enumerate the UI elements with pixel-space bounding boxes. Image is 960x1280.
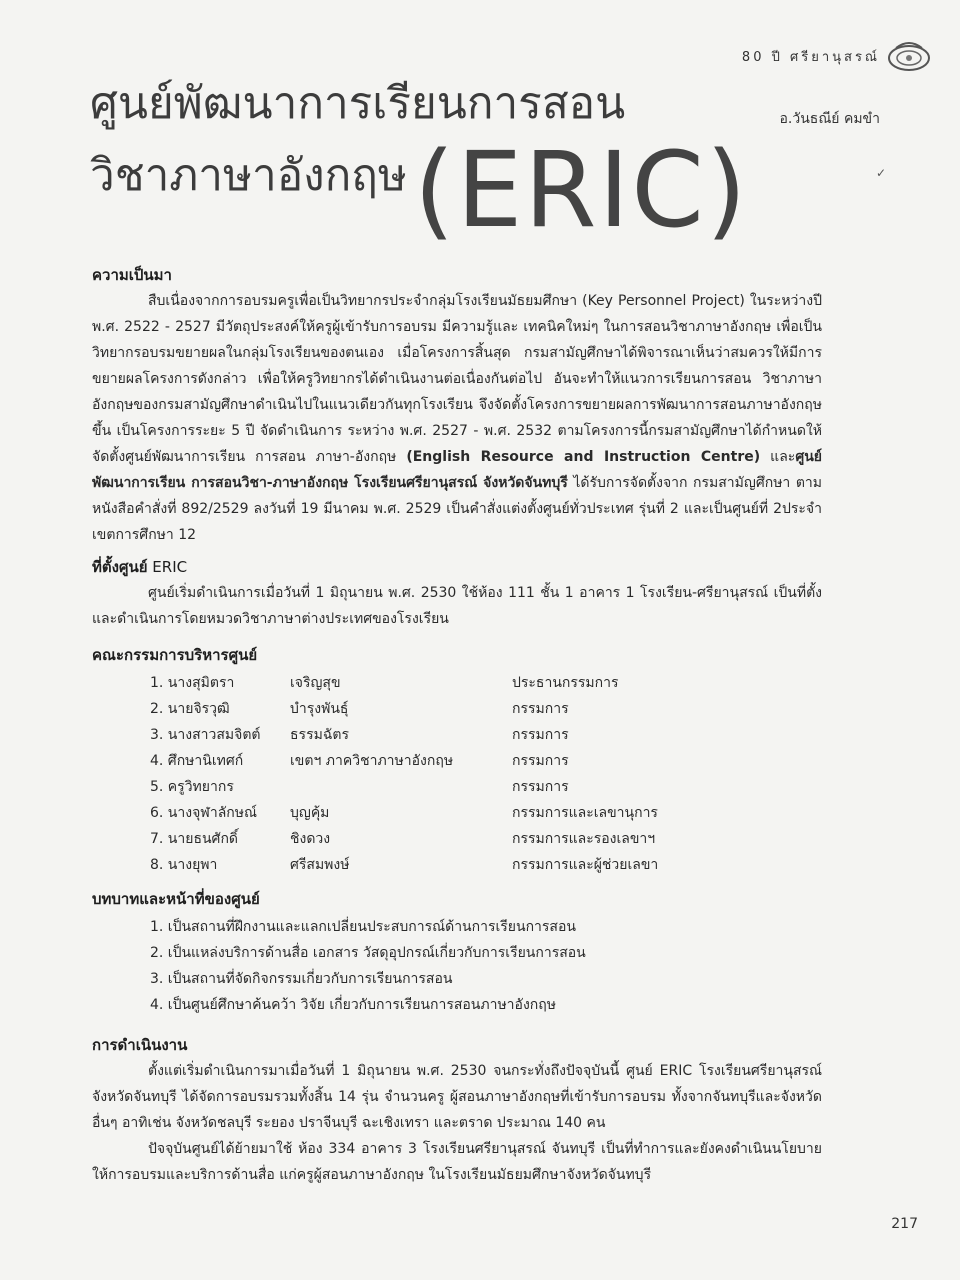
page-title-line2: วิชาภาษาอังกฤษ: [90, 150, 407, 201]
member-surname: ศรีสมพงษ์: [290, 857, 350, 873]
member-role: กรรมการ: [512, 727, 569, 743]
member-role: กรรมการและผู้ช่วยเลขา: [512, 857, 659, 873]
list-item: 4. เป็นศูนย์ศึกษาค้นคว้า วิจัย เกี่ยวกับการเรียนการสอนภาษาอังกฤษ: [150, 997, 556, 1013]
committee-row: [150, 670, 770, 696]
committee-row: [150, 774, 770, 800]
operation-paragraph-1: ตั้งแต่เริ่มดำเนินการมาเมื่อวันที่ 1 มิถุนายน พ.ศ. 2530 จนกระทั่งถึงปัจจุบันนี้ ศูนย์ ERIC โรงเรียนศรียานุสรณ์ จังหวัดจันทบุรี ได้จัดการอบรมรวมทั้งสิ้น 14 รุ่น จำนวนครู ผู้สอนภาษาอังกฤษที่เข้ารับการอบรม ทั้งจากจันทบุรีและจังหวัดอื่นๆ อาทิเช่น จังหวัดชลบุรี ระยอง ปราจีนบุรี ฉะเชิงเทรา และตราด ประมาณ 140 คน: [92, 1063, 822, 1131]
location-heading-eric: ERIC: [147, 558, 188, 576]
member-role: กรรมการ: [512, 701, 569, 717]
eric-thai-name: ศูนย์พัฒนาการเรียน การสอนวิชา-ภาษาอังกฤษ โรงเรียนศรียานุสรณ์ จังหวัดจันทบุรี: [92, 449, 822, 491]
member-role: กรรมการ: [512, 753, 569, 769]
roles-list: [150, 914, 822, 1018]
committee-row: [150, 722, 770, 748]
section-heading-operation: การดำเนินงาน: [92, 1036, 188, 1054]
member-surname: [290, 774, 512, 800]
member-surname: ธรรมฉัตร: [290, 727, 349, 743]
member-role: ประธานกรรมการ: [512, 675, 619, 691]
eric-english-name: (English Resource and Instruction Centre): [406, 449, 761, 465]
member-name: 1. นางสุมิตรา: [150, 675, 235, 691]
member-name: 5. ครูวิทยากร: [150, 779, 234, 795]
list-item: 3. เป็นสถานที่จัดกิจกรรมเกี่ยวกับการเรียนการสอน: [150, 971, 453, 987]
background-text: สืบเนื่องจากการอบรมครูเพื่อเป็นวิทยากรประจำกลุ่มโรงเรียนมัธยมศึกษา (Key Personnel Project) ในระหว่างปี พ.ศ. 2522 - 2527 มีวัตถุประสงค์ให้ครูผู้เข้ารับการอบรม มีความรู้และ เทคนิคใหม่ๆ ในการสอนวิชาภาษาอังกฤษ เพื่อเป็นวิทยากรอบรมขยายผลในกลุ่มโรงเรียนของตนเอง เมื่อโครงการสิ้นสุด กรมสามัญศึกษาได้พิจารณาเห็นว่าสมควรให้มีการขยายผลโครงการดังกล่าว เพื่อให้ครูวิทยากรได้ดำเนินงานต่อเนื่องกันต่อไป อันจะทำให้แนวการเรียนการสอน วิชาภาษาอังกฤษของกรมสามัญศึกษาดำเนินไปในแนวเดียวกันทุกโรงเรียน จึงจัดตั้งโครงการขยายผลการพัฒนาการสอนภาษาอังกฤษขึ้น เป็นโครงการระยะ 5 ปี จัดดำเนินการ ระหว่าง พ.ศ. 2527 - พ.ศ. 2532 ตามโครงการนี้กรมสามัญศึกษาได้กำหนดให้จัดตั้งศูนย์พัฒนาการเรียน การสอน ภาษา-อังกฤษ: [92, 293, 822, 465]
committee-row: [150, 696, 770, 722]
member-name: 4. ศึกษานิเทศก์: [150, 753, 244, 769]
member-name: 6. นางจุฬาลักษณ์: [150, 805, 257, 821]
member-surname: ชิงดวง: [290, 831, 331, 847]
section-heading-location: [92, 554, 822, 580]
operation-paragraph-2: ปัจจุบันศูนย์ได้ย้ายมาใช้ ห้อง 334 อาคาร 3 โรงเรียนศรียานุสรณ์ จันทบุรี เป็นที่ทำการและยังคงดำเนินนโยบายให้การอบรมและบริการด้านสื่อ แก่ครูผู้สอนภาษาอังกฤษ ในโรงเรียนมัธยมศึกษาจังหวัดจันทบุรี: [92, 1141, 822, 1183]
member-surname: บำรุงพันธุ์: [290, 701, 349, 717]
member-role: กรรมการ: [512, 779, 569, 795]
location-paragraph: ศูนย์เริ่มดำเนินการเมื่อวันที่ 1 มิถุนายน พ.ศ. 2530 ใช้ห้อง 111 ชั้น 1 อาคาร 1 โรงเรียน-ศรียานุสรณ์ เป็นที่ตั้งและดำเนินการโดยหมวดวิชาภาษาต่างประเทศของโรงเรียน: [92, 585, 822, 627]
member-role: กรรมการและเลขานุการ: [512, 805, 658, 821]
committee-row: [150, 748, 770, 774]
background-and: และ: [760, 449, 796, 465]
member-role: กรรมการและรองเลขาฯ: [512, 831, 656, 847]
section-heading-roles: บทบาทและหน้าที่ของศูนย์: [92, 890, 260, 908]
member-name: 7. นายธนศักดิ์: [150, 831, 239, 847]
background-text-end: ได้รับการจัดตั้งจาก กรมสามัญศึกษา ตามหนังสือคำสั่งที่ 892/2529 ลงวันที่ 19 มีนาคม พ.ศ. 2529 เป็นคำสั่งแต่งตั้งศูนย์ทั่วประเทศ รุ่นที่ 2 และเป็นศูนย์ที่ 2ประจำเขตการศึกษา 12: [92, 475, 822, 543]
committee-list: [150, 670, 770, 878]
member-name: 8. นางยุพา: [150, 857, 218, 873]
page-number: 217: [891, 1216, 918, 1232]
committee-row: [150, 800, 770, 826]
member-name: 2. นายจิรวุฒิ: [150, 701, 230, 717]
member-surname: เจริญสุข: [290, 675, 341, 691]
member-name: 3. นางสาวสมจิตต์: [150, 727, 261, 743]
page-title-acronym: (ERIC): [414, 129, 749, 251]
author-name: อ.วันธณีย์ คมขำ: [779, 111, 880, 127]
list-item: 1. เป็นสถานที่ฝึกงานและแลกเปลี่ยนประสบการณ์ด้านการเรียนการสอน: [150, 919, 576, 935]
header-text: 80 ปี ศรียานุสรณ์: [741, 49, 880, 65]
page-header: [742, 36, 932, 76]
page-title-line1: ศูนย์พัฒนาการเรียนการสอน: [90, 78, 626, 129]
committee-row: [150, 852, 770, 878]
list-item: 2. เป็นแหล่งบริการด้านสื่อ เอกสาร วัสดุอุปกรณ์เกี่ยวกับการเรียนการสอน: [150, 945, 586, 961]
location-heading-thai: ที่ตั้งศูนย์: [92, 558, 148, 576]
member-surname: เขตฯ ภาควิชาภาษาอังกฤษ: [290, 753, 454, 769]
section-heading-committee: คณะกรรมการบริหารศูนย์: [92, 646, 258, 664]
committee-row: [150, 826, 770, 852]
check-mark-icon: ✓: [876, 166, 887, 180]
member-surname: บุญคุ้ม: [290, 805, 330, 821]
background-paragraph: [92, 288, 822, 548]
section-heading-background: ความเป็นมา: [92, 266, 172, 284]
school-emblem-logo-icon: [886, 36, 932, 76]
article-body: [92, 262, 822, 1188]
